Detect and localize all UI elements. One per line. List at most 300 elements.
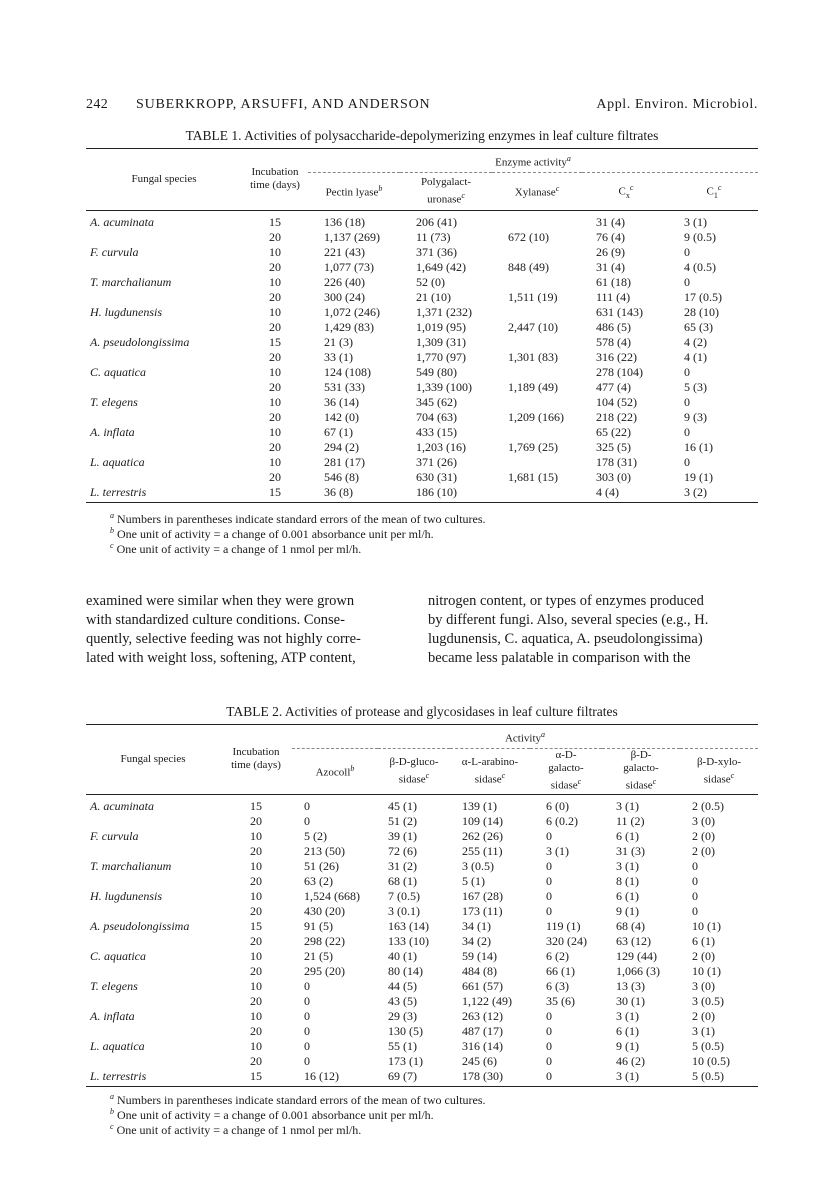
value-cell: 2 (0) bbox=[692, 828, 715, 843]
value-cell: 484 (8) bbox=[462, 963, 497, 978]
value-cell: 4 (1) bbox=[684, 349, 707, 364]
table-row bbox=[86, 829, 758, 844]
footnote-marker: c bbox=[730, 770, 735, 780]
table-row bbox=[86, 335, 758, 350]
species-cell bbox=[86, 320, 242, 335]
time-cell: 15 bbox=[250, 798, 262, 813]
value-cell: 133 (10) bbox=[388, 933, 429, 948]
column-header: β-D-xylo- sidase$^c$ bbox=[696, 755, 742, 786]
table1 bbox=[86, 148, 758, 503]
value-cell: 124 (108) bbox=[324, 364, 371, 379]
species-cell: A. inflata bbox=[90, 424, 135, 439]
body-line: lugdunensis, C. aquatica, A. pseudolongissima) bbox=[428, 631, 703, 647]
time-cell: 10 bbox=[269, 304, 281, 319]
value-cell: 45 (1) bbox=[388, 798, 417, 813]
time-cell: 20 bbox=[269, 379, 281, 394]
value-cell: 44 (5) bbox=[388, 978, 417, 993]
table-row bbox=[86, 395, 758, 410]
footnote-marker: c bbox=[110, 541, 114, 550]
value-cell: 72 (6) bbox=[388, 843, 417, 858]
table-row bbox=[86, 365, 758, 380]
group-header: Enzyme activity$^a$ bbox=[308, 149, 758, 173]
value-cell: 2 (0) bbox=[692, 843, 715, 858]
value-cell: 5 (3) bbox=[684, 379, 707, 394]
column-header: $C_x^c$ bbox=[618, 182, 634, 200]
value-cell: 6 (0) bbox=[546, 798, 569, 813]
value-cell: 31 (3) bbox=[616, 843, 645, 858]
time-cell: 15 bbox=[220, 1069, 292, 1087]
time-cell: 10 bbox=[269, 364, 281, 379]
value-cell: 51 (26) bbox=[304, 858, 339, 873]
species-cell: C. aquatica bbox=[90, 948, 146, 963]
value-cell: 0 bbox=[546, 828, 552, 843]
body-line: lated with weight loss, softening, ATP content, bbox=[86, 650, 356, 666]
value-cell: 0 bbox=[546, 873, 552, 888]
time-cell: 20 bbox=[250, 993, 262, 1008]
time-cell: 10 bbox=[250, 1038, 262, 1053]
table-row bbox=[86, 979, 758, 994]
footnote-marker: b bbox=[378, 184, 383, 194]
value-cell: 46 (2) bbox=[616, 1053, 645, 1068]
value-cell: 109 (14) bbox=[462, 813, 503, 828]
species-cell: A. pseudolongissima bbox=[90, 918, 190, 933]
value-cell: 262 (26) bbox=[462, 828, 503, 843]
value-cell: 1,301 (83) bbox=[508, 349, 558, 364]
footnote-marker: a bbox=[541, 730, 546, 739]
species-cell bbox=[86, 994, 220, 1009]
time-cell: 20 bbox=[269, 229, 281, 244]
value-cell: 0 bbox=[546, 1038, 552, 1053]
table-row bbox=[86, 290, 758, 305]
value-cell: 6 (1) bbox=[616, 828, 639, 843]
value-cell bbox=[492, 210, 582, 230]
value-cell: 142 (0) bbox=[324, 409, 359, 424]
footnote: $^b$ One unit of activity = a change of 0.001 absorbance unit per ml/h. bbox=[110, 526, 434, 541]
value-cell: 531 (33) bbox=[324, 379, 365, 394]
column-header: β-D-gluco- sidase$^c$ bbox=[389, 755, 439, 786]
species-cell: L. aquatica bbox=[90, 1038, 145, 1053]
value-cell: 3 (0) bbox=[692, 978, 715, 993]
time-cell: 20 bbox=[250, 1023, 262, 1038]
value-cell: 8 (1) bbox=[616, 873, 639, 888]
value-cell: 119 (1) bbox=[546, 918, 581, 933]
footnote-marker: c bbox=[577, 777, 582, 787]
table-row bbox=[86, 260, 758, 275]
value-cell: 0 bbox=[546, 1008, 552, 1023]
value-cell: 477 (4) bbox=[596, 379, 631, 394]
table-row bbox=[86, 1069, 758, 1087]
value-cell: 163 (14) bbox=[388, 918, 429, 933]
footnote-marker: c bbox=[501, 770, 506, 780]
value-cell: 1,429 (83) bbox=[324, 319, 374, 334]
value-cell: 68 (4) bbox=[616, 918, 645, 933]
table-row bbox=[86, 245, 758, 260]
value-cell: 34 (1) bbox=[462, 918, 491, 933]
value-cell: 226 (40) bbox=[324, 274, 365, 289]
footnote: $^a$ Numbers in parentheses indicate standard errors of the mean of two cultures. bbox=[110, 1092, 486, 1107]
value-cell: 3 (1) bbox=[684, 214, 707, 229]
value-cell: 1,209 (166) bbox=[508, 409, 564, 424]
value-cell: 5 (0.5) bbox=[680, 1069, 758, 1087]
value-cell: 80 (14) bbox=[388, 963, 423, 978]
value-cell: 672 (10) bbox=[508, 229, 549, 244]
table-row bbox=[86, 1039, 758, 1054]
value-cell: 4 (0.5) bbox=[684, 259, 716, 274]
value-cell: 278 (104) bbox=[596, 364, 643, 379]
species-cell bbox=[86, 380, 242, 395]
value-cell: 316 (14) bbox=[462, 1038, 503, 1053]
value-cell: 10 (1) bbox=[692, 918, 721, 933]
species-header: Fungal species bbox=[120, 752, 186, 765]
table-row bbox=[86, 485, 758, 503]
species-cell: F. curvula bbox=[90, 828, 139, 843]
value-cell: 546 (8) bbox=[324, 469, 359, 484]
time-cell: 20 bbox=[250, 813, 262, 828]
value-cell: 9 (1) bbox=[616, 903, 639, 918]
time-cell: 20 bbox=[250, 873, 262, 888]
species-cell bbox=[86, 470, 242, 485]
species-cell bbox=[86, 440, 242, 455]
species-cell: F. curvula bbox=[90, 244, 139, 259]
value-cell: 0 bbox=[684, 244, 690, 259]
column-header: α-D- galacto- sidase$^c$ bbox=[548, 749, 584, 792]
group-header: Activity$^a$ bbox=[292, 725, 758, 749]
species-cell: A. pseudolongissima bbox=[90, 334, 190, 349]
table-row bbox=[86, 470, 758, 485]
value-cell: 173 (1) bbox=[388, 1053, 423, 1068]
value-cell: 3 (1) bbox=[616, 798, 639, 813]
body-text-right bbox=[428, 592, 758, 668]
value-cell: 9 (0.5) bbox=[684, 229, 716, 244]
value-cell: 1,072 (246) bbox=[324, 304, 380, 319]
value-cell: 281 (17) bbox=[324, 454, 365, 469]
table-row bbox=[86, 859, 758, 874]
value-cell: 11 (73) bbox=[416, 229, 451, 244]
value-cell: 28 (10) bbox=[684, 304, 719, 319]
value-cell: 34 (2) bbox=[462, 933, 491, 948]
table-row bbox=[86, 425, 758, 440]
value-cell: 549 (80) bbox=[416, 364, 457, 379]
body-line: nitrogen content, or types of enzymes produced bbox=[428, 593, 704, 609]
time-cell: 10 bbox=[250, 888, 262, 903]
value-cell: 6 (3) bbox=[546, 978, 569, 993]
time-cell: 20 bbox=[269, 439, 281, 454]
time-cell: 20 bbox=[250, 843, 262, 858]
species-cell bbox=[86, 230, 242, 245]
time-cell: 20 bbox=[250, 903, 262, 918]
value-cell: 33 (1) bbox=[324, 349, 353, 364]
value-cell: 3 (1) bbox=[692, 1023, 715, 1038]
value-cell: 186 (10) bbox=[400, 485, 492, 503]
value-cell: 16 (1) bbox=[684, 439, 713, 454]
value-cell: 1,371 (232) bbox=[416, 304, 472, 319]
value-cell: 1,681 (15) bbox=[508, 469, 558, 484]
time-cell: 20 bbox=[250, 963, 262, 978]
footnote-marker: a bbox=[110, 511, 114, 520]
footnote-marker: c bbox=[555, 184, 560, 194]
value-cell: 3 (0.5) bbox=[462, 858, 494, 873]
table-row bbox=[86, 874, 758, 889]
value-cell: 661 (57) bbox=[462, 978, 503, 993]
value-cell: 65 (3) bbox=[684, 319, 713, 334]
value-cell: 31 (4) bbox=[596, 214, 625, 229]
value-cell bbox=[492, 305, 582, 320]
species-cell: T. marchalianum bbox=[90, 858, 172, 873]
value-cell: 40 (1) bbox=[388, 948, 417, 963]
value-cell: 371 (26) bbox=[416, 454, 457, 469]
footnote-marker: a bbox=[110, 1092, 114, 1101]
value-cell: 0 bbox=[304, 978, 310, 993]
time-cell: 15 bbox=[242, 485, 308, 503]
footnote: $^c$ One unit of activity = a change of 1 nmol per ml/h. bbox=[110, 541, 362, 556]
value-cell: 263 (12) bbox=[462, 1008, 503, 1023]
value-cell: 1,339 (100) bbox=[416, 379, 472, 394]
table-row bbox=[86, 1054, 758, 1069]
value-cell: 0 bbox=[304, 798, 310, 813]
value-cell: 51 (2) bbox=[388, 813, 417, 828]
species-cell: L. terrestris bbox=[86, 1069, 220, 1087]
value-cell bbox=[492, 455, 582, 470]
value-cell: 1,122 (49) bbox=[462, 993, 512, 1008]
value-cell: 1,189 (49) bbox=[508, 379, 558, 394]
value-cell: 129 (44) bbox=[616, 948, 657, 963]
time-cell: 10 bbox=[250, 828, 262, 843]
value-cell: 26 (9) bbox=[596, 244, 625, 259]
value-cell: 0 bbox=[530, 1069, 602, 1087]
value-cell: 3 (0) bbox=[692, 813, 715, 828]
species-cell bbox=[86, 1024, 220, 1039]
value-cell: 325 (5) bbox=[596, 439, 631, 454]
table-row bbox=[86, 275, 758, 290]
time-cell: 10 bbox=[269, 454, 281, 469]
value-cell: 91 (5) bbox=[304, 918, 333, 933]
body-line: became less palatable in comparison with the bbox=[428, 650, 691, 666]
value-cell: 39 (1) bbox=[388, 828, 417, 843]
time-cell: 10 bbox=[250, 978, 262, 993]
species-cell bbox=[86, 260, 242, 275]
journal-name: Appl. Environ. Microbiol. bbox=[596, 97, 758, 112]
species-cell: A. acuminata bbox=[90, 798, 154, 813]
value-cell: 0 bbox=[546, 1053, 552, 1068]
value-cell: 0 bbox=[304, 1008, 310, 1023]
value-cell: 9 (1) bbox=[616, 1038, 639, 1053]
running-header bbox=[86, 97, 758, 117]
time-cell: 10 bbox=[250, 1008, 262, 1023]
table-row bbox=[86, 934, 758, 949]
body-line: with standardized culture conditions. Conse- bbox=[86, 612, 345, 628]
value-cell: 1,770 (97) bbox=[416, 349, 466, 364]
table1-footnotes bbox=[110, 508, 486, 556]
footnote-marker: a bbox=[566, 154, 571, 163]
value-cell: 0 bbox=[692, 858, 698, 873]
species-cell: T. elegens bbox=[90, 978, 138, 993]
species-cell: T. marchalianum bbox=[90, 274, 172, 289]
value-cell: 178 (31) bbox=[596, 454, 637, 469]
table-row bbox=[86, 230, 758, 245]
value-cell: 2 (0) bbox=[692, 948, 715, 963]
footnote: $^c$ One unit of activity = a change of 1 nmol per ml/h. bbox=[110, 1122, 362, 1137]
table-row bbox=[86, 380, 758, 395]
table2 bbox=[86, 724, 758, 1087]
value-cell: 0 bbox=[304, 993, 310, 1008]
footnote-marker: c bbox=[717, 182, 722, 192]
time-header: Incubation time (days) bbox=[250, 166, 300, 192]
value-cell: 1,137 (269) bbox=[324, 229, 380, 244]
value-cell: 178 (30) bbox=[450, 1069, 530, 1087]
value-cell: 2 (0) bbox=[692, 1008, 715, 1023]
species-cell: L. terrestris bbox=[86, 485, 242, 503]
species-cell bbox=[86, 1054, 220, 1069]
value-cell: 704 (63) bbox=[416, 409, 457, 424]
table-row bbox=[86, 410, 758, 425]
value-cell: 0 bbox=[546, 903, 552, 918]
value-cell: 11 (2) bbox=[616, 813, 645, 828]
species-cell: A. acuminata bbox=[90, 214, 154, 229]
table-row bbox=[86, 350, 758, 365]
value-cell: 173 (11) bbox=[462, 903, 503, 918]
value-cell: 1,077 (73) bbox=[324, 259, 374, 274]
running-authors: SUBERKROPP, ARSUFFI, AND ANDERSON bbox=[136, 97, 431, 112]
value-cell: 1,309 (31) bbox=[416, 334, 466, 349]
value-cell: 35 (6) bbox=[546, 993, 575, 1008]
species-cell: H. lugdunensis bbox=[90, 888, 162, 903]
value-cell: 1,511 (19) bbox=[508, 289, 558, 304]
value-cell: 2,447 (10) bbox=[508, 319, 558, 334]
value-cell: 0 bbox=[692, 888, 698, 903]
value-cell: 36 (14) bbox=[324, 394, 359, 409]
value-cell: 130 (5) bbox=[388, 1023, 423, 1038]
value-cell: 61 (18) bbox=[596, 274, 631, 289]
table1-caption: TABLE 1. Activities of polysaccharide-depolymerizing enzymes in leaf culture filtrates bbox=[185, 128, 659, 143]
value-cell: 66 (1) bbox=[546, 963, 575, 978]
value-cell: 295 (20) bbox=[304, 963, 345, 978]
value-cell: 3 (2) bbox=[670, 485, 758, 503]
value-cell: 0 bbox=[684, 454, 690, 469]
value-cell: 6 (2) bbox=[546, 948, 569, 963]
species-cell: A. inflata bbox=[90, 1008, 135, 1023]
footnote-marker: c bbox=[629, 182, 634, 192]
footnote-marker: c bbox=[652, 777, 657, 787]
table-row bbox=[86, 889, 758, 904]
table-row bbox=[86, 904, 758, 919]
time-cell: 20 bbox=[269, 409, 281, 424]
value-cell: 10 (0.5) bbox=[692, 1053, 730, 1068]
species-cell: C. aquatica bbox=[90, 364, 146, 379]
value-cell: 0 bbox=[692, 873, 698, 888]
value-cell: 218 (22) bbox=[596, 409, 637, 424]
time-cell: 10 bbox=[250, 948, 262, 963]
value-cell: 255 (11) bbox=[462, 843, 503, 858]
value-cell: 19 (1) bbox=[684, 469, 713, 484]
value-cell: 31 (2) bbox=[388, 858, 417, 873]
time-cell: 20 bbox=[269, 319, 281, 334]
value-cell: 848 (49) bbox=[508, 259, 549, 274]
value-cell: 631 (143) bbox=[596, 304, 643, 319]
value-cell: 63 (2) bbox=[304, 873, 333, 888]
value-cell: 13 (3) bbox=[616, 978, 645, 993]
species-cell bbox=[86, 904, 220, 919]
value-cell bbox=[492, 365, 582, 380]
value-cell: 3 (0.1) bbox=[388, 903, 420, 918]
column-header: β-D- galacto- sidase$^c$ bbox=[623, 749, 659, 792]
value-cell bbox=[492, 275, 582, 290]
value-cell: 43 (5) bbox=[388, 993, 417, 1008]
value-cell: 9 (3) bbox=[684, 409, 707, 424]
footnote-marker: b bbox=[350, 764, 355, 774]
value-cell bbox=[492, 245, 582, 260]
time-cell: 15 bbox=[269, 214, 281, 229]
body-line: by different fungi. Also, several species (e.g., H. bbox=[428, 612, 709, 628]
value-cell: 0 bbox=[304, 1053, 310, 1068]
value-cell: 5 (1) bbox=[462, 873, 485, 888]
species-cell: H. lugdunensis bbox=[90, 304, 162, 319]
time-cell: 10 bbox=[269, 424, 281, 439]
value-cell: 3 (1) bbox=[616, 858, 639, 873]
value-cell: 76 (4) bbox=[596, 229, 625, 244]
value-cell: 213 (50) bbox=[304, 843, 345, 858]
value-cell: 0 bbox=[546, 888, 552, 903]
value-cell: 1,203 (16) bbox=[416, 439, 466, 454]
value-cell: 0 bbox=[304, 1038, 310, 1053]
species-cell bbox=[86, 410, 242, 425]
value-cell bbox=[492, 485, 582, 503]
time-cell: 10 bbox=[250, 858, 262, 873]
value-cell: 0 bbox=[684, 394, 690, 409]
column-header: Xylanase$^c$ bbox=[514, 184, 560, 199]
value-cell: 371 (36) bbox=[416, 244, 457, 259]
table-row bbox=[86, 1024, 758, 1039]
value-cell: 1,769 (25) bbox=[508, 439, 558, 454]
value-cell: 2 (0.5) bbox=[692, 798, 724, 813]
table-row bbox=[86, 455, 758, 470]
time-cell: 10 bbox=[269, 244, 281, 259]
value-cell: 433 (15) bbox=[416, 424, 457, 439]
value-cell: 104 (52) bbox=[596, 394, 637, 409]
value-cell: 487 (17) bbox=[462, 1023, 503, 1038]
value-cell: 69 (7) bbox=[378, 1069, 450, 1087]
time-cell: 20 bbox=[269, 259, 281, 274]
page-number: 242 bbox=[86, 97, 109, 112]
species-cell: T. elegens bbox=[90, 394, 138, 409]
value-cell: 221 (43) bbox=[324, 244, 365, 259]
value-cell bbox=[492, 425, 582, 440]
table-row bbox=[86, 949, 758, 964]
value-cell: 316 (22) bbox=[596, 349, 637, 364]
value-cell: 52 (0) bbox=[416, 274, 445, 289]
table-row bbox=[86, 440, 758, 455]
species-cell bbox=[86, 874, 220, 889]
value-cell: 6 (1) bbox=[616, 888, 639, 903]
body-line: quently, selective feeding was not highly corre- bbox=[86, 631, 361, 647]
value-cell: 345 (62) bbox=[416, 394, 457, 409]
species-header: Fungal species bbox=[131, 172, 197, 185]
value-cell: 0 bbox=[304, 813, 310, 828]
table-row bbox=[86, 305, 758, 320]
value-cell: 245 (6) bbox=[462, 1053, 497, 1068]
value-cell: 59 (14) bbox=[462, 948, 497, 963]
value-cell bbox=[492, 335, 582, 350]
value-cell: 486 (5) bbox=[596, 319, 631, 334]
value-cell: 3 (1) bbox=[546, 843, 569, 858]
value-cell: 0 bbox=[304, 1023, 310, 1038]
table-row bbox=[86, 994, 758, 1009]
table-row bbox=[86, 814, 758, 829]
value-cell: 0 bbox=[684, 364, 690, 379]
column-header: $C_1^c$ bbox=[706, 182, 722, 200]
species-cell bbox=[86, 350, 242, 365]
time-cell: 20 bbox=[250, 1053, 262, 1068]
value-cell: 29 (3) bbox=[388, 1008, 417, 1023]
